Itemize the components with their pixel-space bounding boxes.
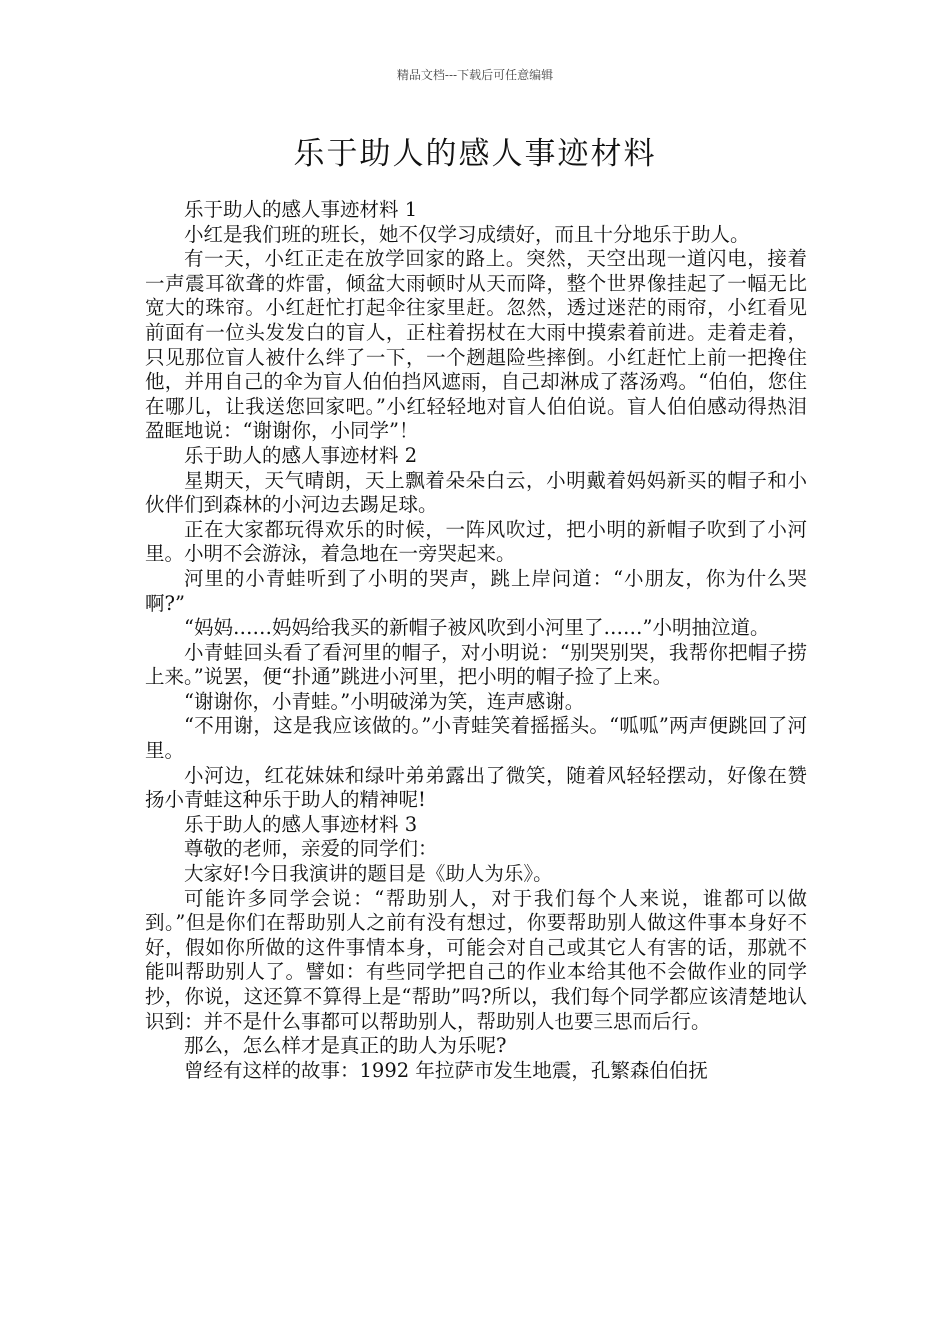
paragraph: “不用谢，这是我应该做的。”小青蛙笑着摇摇头。“呱呱”两声便跳回了河里。 (145, 714, 807, 763)
document-title: 乐于助人的感人事迹材料 (293, 136, 657, 172)
document-body (145, 198, 807, 1083)
section-heading: 乐于助人的感人事迹材料 2 (184, 443, 418, 467)
section-heading: 乐于助人的感人事迹材料 1 (184, 198, 418, 221)
paragraph: 小青蛙回头看了看河里的帽子，对小明说：“别哭别哭，我帮你把帽子捞上来。”说罢，便“扑通”跳进小河里，把小明的帽子捡了上来。 (145, 640, 807, 689)
paragraph: 正在大家都玩得欢乐的时候，一阵风吹过，把小明的新帽子吹到了小河里。小明不会游泳，着急地在一旁哭起来。 (145, 517, 807, 566)
paragraph: 大家好!今日我演讲的题目是《助人为乐》。 (184, 862, 553, 886)
paragraph: 有一天，小红正走在放学回家的路上。突然，天空出现一道闪电，接着一声震耳欲聋的炸雷，倾盆大雨顿时从天而降，整个世界像挂起了一幅无比宽大的珠帘。小红赶忙打起伞往家里赶。忽然，透过迷茫的雨帘，小红看见前面有一位头发发白的盲人，正柱着拐杖在大雨中摸索着前进。走着走着，只见那位盲人被什么绊了一下，一个趔趄险些摔倒。小红赶忙上前一把搀住他，并用自己的伞为盲人伯伯挡风遮雨，自己却淋成了落汤鸡。“伯伯，您住在哪儿，让我送您回家吧。”小红轻轻地对盲人伯伯说。盲人伯伯感动得热泪盈眶地说：“谢谢你，小同学”！ (145, 247, 807, 443)
paragraph: 曾经有这样的故事：1992 年拉萨市发生地震，孔繁森伯伯抚 (184, 1058, 708, 1082)
paragraph: 小红是我们班的班长，她不仅学习成绩好，而且十分地乐于助人。 (184, 222, 750, 246)
paragraph: 那么，怎么样才是真正的助人为乐呢? (184, 1034, 507, 1058)
paragraph: 河里的小青蛙听到了小明的哭声，跳上岸问道：“小朋友，你为什么哭啊?” (145, 566, 807, 615)
section-heading: 乐于助人的感人事迹材料 3 (184, 812, 418, 836)
paragraph: “谢谢你，小青蛙。”小明破涕为笑，连声感谢。 (184, 689, 585, 713)
paragraph: 可能许多同学会说：“帮助别人，对于我们每个人来说，谁都可以做到。”但是你们在帮助别人之前有没有想过，你要帮助别人做这件事本身好不好，假如你所做的这件事情本身，可能会对自己或其它人有害的话，那就不能叫帮助别人了。譬如：有些同学把自己的作业本给其他不会做作业的同学抄，你说，这还算不算得上是“帮助”吗?所以，我们每个同学都应该清楚地认识到：并不是什么事都可以帮助别人，帮助别人也要三思而后行。 (145, 886, 807, 1033)
paragraph: 星期天，天气晴朗，天上飘着朵朵白云，小明戴着妈妈新买的帽子和小伙伴们到森林的小河边去踢足球。 (145, 468, 807, 517)
page-header: 精品文档---下载后可任意编辑 (396, 68, 554, 82)
paragraph: “妈妈……妈妈给我买的新帽子被风吹到小河里了……”小明抽泣道。 (184, 616, 770, 640)
paragraph: 尊敬的老师，亲爱的同学们： (184, 837, 438, 861)
paragraph: 小河边，红花妹妹和绿叶弟弟露出了微笑，随着风轻轻摆动，好像在赞扬小青蛙这种乐于助人的精神呢! (145, 763, 807, 812)
